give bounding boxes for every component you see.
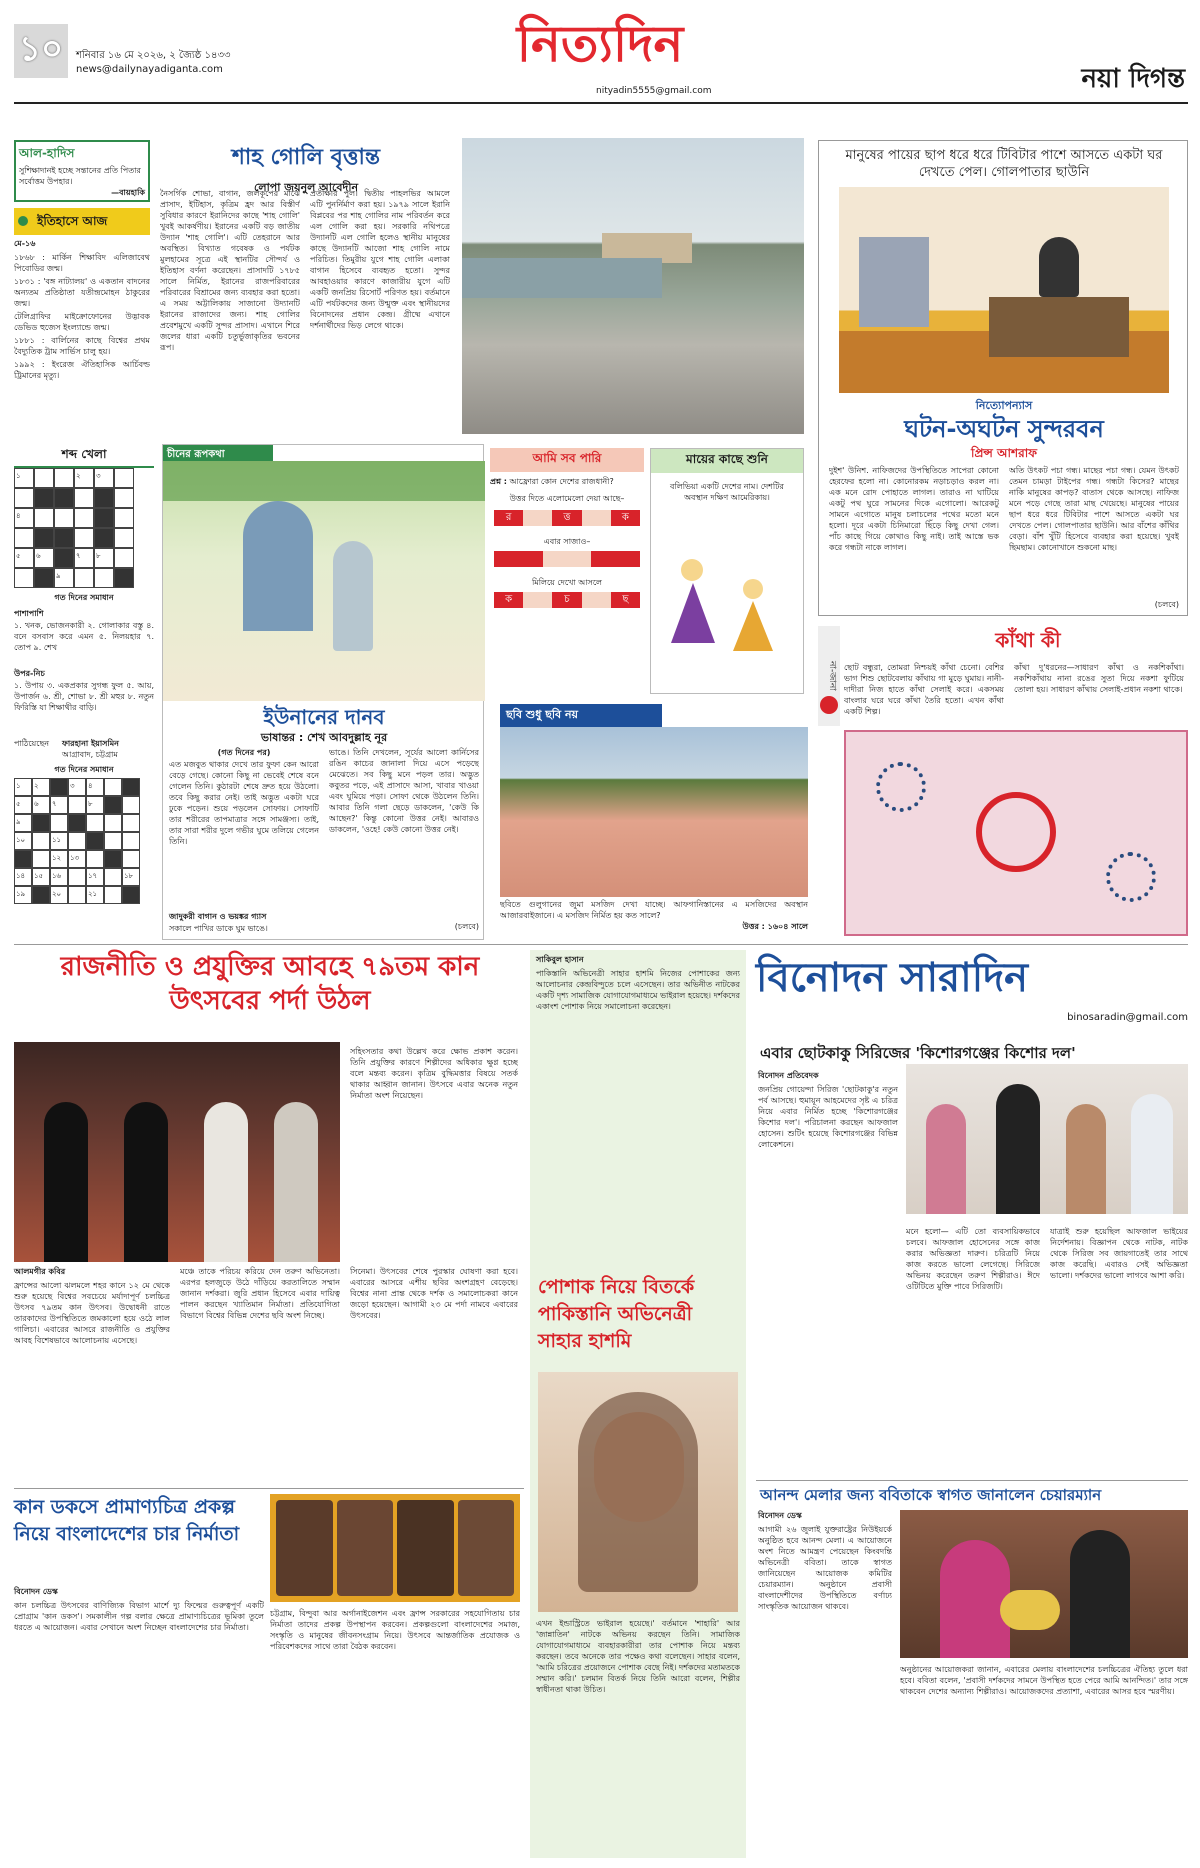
sol-cell (50, 814, 68, 832)
kid-dress (733, 601, 773, 651)
quiz-letter: ছ (611, 592, 640, 608)
crossword-title: শব্দ খেলা (14, 446, 154, 468)
crossword-grid (14, 468, 134, 588)
crossword-setter: ফারহানা ইয়াসমিন (62, 739, 119, 748)
photo-story-title: ছবি শুধু ছবি নয় (500, 704, 662, 727)
binodon-byline: বিনোদন প্রতিবেদক (758, 1071, 819, 1080)
cw-cell-black (34, 488, 54, 508)
novel-continued: (চলবে) (1154, 600, 1179, 609)
cw-cell-black (114, 568, 134, 588)
binodon-col3: যাত্রাই শুরু হয়েছিল আফজাল ভাইয়ের নির্দেশনায়। বিজ্ঞাপন থেকে নাটক, নাটক থেকে সিরিজ সব জায়গাতেই তার সাথে কাজ করেছি। এবারও সেই অভিজ্ঞতা ভালো। দর্শকদের ভালো লাগবে আশা করি। (1050, 1227, 1188, 1280)
cw-cell (74, 488, 94, 508)
kid-head (681, 559, 703, 581)
sol-cell-black (14, 850, 32, 868)
cw-cell (114, 548, 134, 568)
history-date: মে-১৬ (14, 239, 36, 248)
sol-cell: ২১ (86, 886, 104, 904)
illustration-desk (989, 297, 1129, 357)
cw-cell: ৯ (54, 568, 74, 588)
quiz-letter: ক (611, 510, 640, 526)
header-rule (14, 102, 1188, 104)
kid-head (743, 579, 763, 599)
shah-goli-author: লোপা জয়নুল আবেদীন (253, 181, 359, 194)
cw-cell: ২ (74, 468, 94, 488)
crossword-prev-label: গত দিনের সমাধান (54, 593, 114, 602)
quiz-row2 (494, 551, 640, 567)
quiz-blank (543, 551, 592, 567)
sol-cell (32, 832, 50, 850)
sol-cell: ১৯ (14, 886, 32, 904)
mother-title: মায়ের কাছে শুনি (651, 449, 803, 473)
photo-lake (462, 258, 662, 298)
sol-cell (122, 814, 140, 832)
cw-cell-black (54, 548, 74, 568)
header-email: news@dailynayadiganta.com (76, 64, 223, 75)
sol-cell: ১১ (50, 832, 68, 850)
sol-cell-black (86, 832, 104, 850)
photo-person (1131, 1094, 1173, 1214)
sol-cell (122, 796, 140, 814)
cw-cell-black (34, 568, 54, 588)
sol-cell: ২০ (50, 886, 68, 904)
sol-cell: ১৮ (122, 868, 140, 886)
hadith-source: —বায়হাকি (111, 188, 145, 197)
binodon-header (756, 948, 1188, 1034)
sol-cell: ১ (14, 778, 32, 796)
bobita-byline: বিনোদন ডেস্ক (758, 1511, 802, 1520)
crossword-across-label: পাশাপাশি (14, 609, 44, 618)
cannes-byline: আলমগীর কবির (14, 1267, 66, 1276)
history-item: টেলিগ্রাফির মাইক্রোফোনের উদ্ভাবক ডেভিড হুজেস ইংল্যান্ডে জন্ম। (14, 312, 150, 332)
portrait (276, 1500, 333, 1596)
quiz-letter: চ (552, 592, 581, 608)
shah-goli-title: শাহ গোলি বৃত্তান্ত (231, 145, 381, 170)
cw-cell (114, 508, 134, 528)
sol-cell: ১৭ (86, 868, 104, 886)
sol-cell: ১০ (14, 832, 32, 850)
sol-cell: ১৩ (68, 850, 86, 868)
sahar-intro: পাকিস্তানি অভিনেত্রী সাহার হাশমি নিজের পোশাকের জন্য আলোচনার কেন্দ্রবিন্দুতে চলে এসেছেন। তার অভিনীত নাটকের একটি দৃশ্য সামাজিক যোগাযোগমাধ্যমে ভাইরাল হয়েছে। দর্শকদের একাংশ পোশাক নিয়ে সমালোচনা করেছেন। (536, 969, 740, 1011)
crossword-solution-label: গত দিনের সমাধান (54, 765, 114, 774)
cw-cell: ৮ (94, 548, 114, 568)
quiz-arrange: এবার সাজাও– (543, 537, 591, 546)
kantha-title: কাঁথা কী (995, 628, 1061, 652)
kantha-image (844, 730, 1188, 936)
binodon-col1: জনপ্রিয় গোয়েন্দা সিরিজ 'ছোটকাকু'র নতুন পর্ব আসছে। হুমায়ূন আহমেদের সৃষ্ট এ চরিত্র নিয়ে এবার নির্মিত হচ্ছে 'কিশোরগঞ্জের কিশোর দল'। পরিচালনা করছেন আফজাল হোসেন। শুটিং হয়েছে কিশোরগঞ্জের বিভিন্ন লোকেশনে। (758, 1085, 898, 1149)
quiz-letter: র (494, 510, 523, 526)
cw-cell (14, 568, 34, 588)
fairy-col2: ভাঙে। তিনি দেখলেন, সূর্যের আলো কার্নিসের রঙিন কাচের জানালা দিয়ে এসে পড়েছে মেঝেতে। সব কিছু মনে পড়ল তার। অদ্ভুত কবুতর পড়ে, এই প্রাসাদে আসা, খাবার খাওয়া এবং ঘুমিয়ে পড়া। সোফা থেকে উঠলেন তিনি। আবার তিনি গলা ছেড়ে ডাকলেন, 'কেউ কি আছেন?' কিন্তু কোনো উত্তর নেই। আবারও ডাকলেন, 'ওহে! কেউ কোনো উত্তর নেই। (329, 748, 479, 834)
novel-col1: দুইশ' উনিশ. নাফিজদের উপস্থিতিতে সাপেরা কোনো হেরফের হলো না। কোনোরকম নড়াচড়াও করল না। এক মনে রোদ পোহাতে লাগল। তারাও না ঘাটিয়ে একটু পথ ঘুরে সামনের দিকে এগোলো। আরেকটু সামনে এগোতে মানুষ চলাচলের পথের মতো মনে হলো। দূরে একটা চিনিমারো ছিঁড়ে কিছু দেখা গেল। পাঁচ কাছে গিয়ে কোথাও কিছু নাই। তাই আস্তে ভক করে গন্ধটা নাকে লাগল। (829, 466, 999, 552)
fairy-subheading: জাদুকরী বাগান ও ভয়ঙ্কর গ্যাস (169, 912, 267, 921)
sol-cell (122, 850, 140, 868)
portrait (458, 1500, 515, 1596)
cw-cell: ৫ (14, 548, 34, 568)
binodon-email: binosaradin@gmail.com (1067, 1012, 1188, 1023)
sol-cell-black (122, 886, 140, 904)
quiz-letter: ক (494, 592, 523, 608)
sol-cell-black (32, 886, 50, 904)
crossword-down-label: উপর-নিচ (14, 669, 45, 678)
fairy-title: ইউনানের দানব (263, 705, 385, 729)
sahar-byline: সাকিবুল হাসান (536, 955, 584, 964)
answer-text: ১৬০৪ সালে (767, 922, 808, 931)
sol-cell: ৭ (50, 796, 68, 814)
shah-goli-photo (462, 138, 804, 434)
crossword-solution-grid (14, 778, 140, 904)
cannes-col1: ফ্রান্সের আলো ঝলমলে শহর কানে ১২ মে থেকে শুরু হয়েছে বিশ্বের সবচেয়ে মর্যাদাপূর্ণ চলচ্চিত্র উৎসব ৭৯তম কান উৎসব। উদ্বোধনী রাতে তারকাদের উপস্থিতিতে জমকালো হয়ে ওঠে লাল গালিচা। এবারের আসরে রাজনীতি ও প্রযুক্তির আবহ বিশেষভাবে আলোচনায় এসেছে। (14, 1281, 170, 1345)
shah-goli-col1: নৈসর্গিক শোভা, বাগান, জলকূপের মাঝে প্রাসাদ, ইটিহাস, কৃত্রিম হ্রদ আর বিস্তীর্ণ সুবিধার কারণে ইরানিদের কাছে 'শাহ গোলি' খুবই আকর্ষণীয়। ইরানের একটি বড় জাতীয় উদ্যান 'শাহ গোলি'। এটি তেহরানে আর অবস্থিত। বিখ্যাত গবেষক ও পর্যটক মুলহামের সূত্রে এই স্থানটির সৌন্দর্য ও ইতিহাস বর্ণনা করেছেন। প্রাসাদটি ১৭৮৫ সালে নির্মিত, ইরানের রাজপরিবারের পরিবারের বিশ্রামের জন্য ব্যবহার করা হতো। এ সময় অট্টালিকায় সাজানো উদ্যানটি ইরানের রাজাদের জন্য। শাহ গোলির প্রবেশমুখে একটি সুন্দর প্রাসাদ। এখানে শিরে জলের ধারা একটি চতুর্ভুজাকৃতির ভবনের রূপ। (160, 189, 300, 352)
sol-cell: ৫ (14, 796, 32, 814)
bobita-rule (756, 1480, 1188, 1481)
cw-cell-black (94, 488, 114, 508)
crossword-setter-label: পাঠিয়েছেন (14, 739, 50, 748)
kantha-motif (1106, 852, 1156, 902)
cannes-col3: সহিংসতার কথা উল্লেখ করে ক্ষোভ প্রকাশ করেন। তিনি প্রযুক্তির কারণে শিল্পীদের অধিকার ক্ষুণ্ণ হচ্ছে বলে মন্তব্য করেন। কৃত্রিম বুদ্ধিমত্তার বিষয়ে সতর্ক থাকার আহ্বান জানান। উৎসবে এবার অনেক নতুন নির্মাতা অংশ নিয়েছেন। (350, 1047, 518, 1100)
sol-cell-black (32, 814, 50, 832)
kantha-motif (876, 762, 926, 812)
page-number: ১০ (18, 28, 64, 69)
kantha-col2: কাঁথা দু'ধরনের—সাধারণ কাঁথা ও নকশিকাঁথা। নকশিকাঁথায় নানা রঙের সুতা দিয়ে নকশা ফুটিয়ে তোলা হয়। সাধারণ কাঁথায় সেলাই-প্রধান নকশা থাকে। (1014, 663, 1184, 694)
sol-cell (104, 832, 122, 850)
kantha-side-icon (820, 696, 838, 714)
cannes-photo (14, 1042, 340, 1262)
cw-cell-black (54, 488, 74, 508)
quiz-row1 (494, 510, 640, 526)
photo-person (1066, 1104, 1106, 1214)
answer-label: উত্তর : (742, 922, 765, 931)
quiz-blank (494, 551, 543, 567)
binodon-headline: এবার ছোটকাকু সিরিজের 'কিশোরগঞ্জের কিশোর দল' (760, 1044, 1076, 1062)
illustration-leaves (163, 461, 485, 501)
photo-story-box (500, 704, 808, 940)
sol-cell-black (104, 796, 122, 814)
history-item: ১৮৮১ : বার্লিনের কাছে বিশ্বের প্রথম বৈদ্যুতিক ট্রাম সার্ভিস চালু হয়। (14, 336, 150, 356)
quiz-hint: উত্তর দিতে এলোমেলো দেয়া আছে– (509, 494, 625, 503)
sol-cell (68, 796, 86, 814)
cw-cell-black (54, 528, 74, 548)
kan-docs-byline: বিনোদন ডেস্ক (14, 1587, 58, 1596)
sol-cell-black (50, 778, 68, 796)
mother-text: বলিভিয়া একটি দেশের নাম। দেশটির অবস্থান দক্ষিণ আমেরিকায়। (670, 482, 784, 502)
quiz-row3 (494, 592, 640, 608)
quiz-join: মিলিয়ে দেখো আসলে (531, 578, 603, 587)
cw-cell (114, 488, 134, 508)
cannes-col2: মঞ্চে তাকে পরিচয় করিয়ে দেন তরুণ অভিনেতা। এরপর হলজুড়ে উঠে দাঁড়িয়ে করতালিতে সম্মান জানান দর্শকরা। জুরি প্রধান হিসেবে এবার দায়িত্ব পালন করছেন খ্যাতিমান নির্মাতা। প্রতিযোগিতা বিভাগে বিশ্বের বিভিন্ন দেশের ছবি অংশ নিচ্ছে। (180, 1267, 340, 1320)
quiz-letter: ত্ত (552, 510, 581, 526)
sol-cell: ১৫ (32, 868, 50, 886)
sol-cell (86, 850, 104, 868)
sol-cell (122, 832, 140, 850)
quiz-q-text: আফ্রোরা কোন দেশের রাজধানী? (509, 477, 614, 486)
sol-cell: ১৪ (14, 868, 32, 886)
cw-cell (114, 468, 134, 488)
photo-flowers (1000, 1590, 1060, 1630)
section-divider (14, 944, 1188, 945)
page-header (0, 0, 1200, 108)
kantha-motif (976, 792, 1056, 872)
section-email: nityadin5555@gmail.com (596, 86, 712, 96)
sol-cell-black (68, 814, 86, 832)
crossword-setter-place: আগ্রাবাদ, চট্টগ্রাম (62, 750, 118, 759)
fairy-col1b: সকালে পাখির ডাকে ঘুম ভাঙে। (169, 924, 268, 933)
kan-docs-photo (270, 1494, 520, 1602)
shah-goli-col2: প্রতীক্ষার পুল। দ্বিতীয় পাহলভির আমলে এটি পুনর্নির্মাণ করা হয়। ১৯৭৯ সালে ইরানি বিপ্লবের পর শাহ গোলির নাম পরিবর্তন করে এল গোলি করা হয়। সরকারি নথিপত্রে উদ্যানটি এল গোলি হলেও স্থানীয় মানুষের কাছে উদ্যানটি আজো শাহ গোলি নামে পরিচিত। তিমুরীয় যুগে শাহ গোলি এলাকা বাগান হিসেবে ব্যবহৃত হতো। সুন্দর আবহাওয়ার কারণে কাজারীয় যুগে এটি একটি জনপ্রিয় রিসোর্ট পরিণত হয়। বর্তমানে এটি পর্যটকদের জন্য উন্মুক্ত এবং স্থানীয়দের বিনোদনের প্রধান কেন্দ্র। গ্রীষ্মে এখানে দর্শনার্থীদের ভিড় লেগে থাকে। (310, 189, 450, 330)
cw-cell (114, 528, 134, 548)
kan-docs-col1: কান চলচ্চিত্র উৎসবের বাণিজ্যিক বিভাগ মার্শে দ্যু ফিল্মের গুরুত্বপূর্ণ একটি প্রোগ্রাম 'কান ডকস'। সমকালীন গল্প বলার ক্ষেত্রে প্রামাণ্যচিত্রের ভূমিকা তুলে ধরতে এ আয়োজন। এবার সেখানে অংশ নিচ্ছেন বাংলাদেশের চার নির্মাতা। (14, 1601, 264, 1632)
bobita-col2: অনুষ্ঠানের আয়োজকরা জানান, এবারের মেলায় বাংলাদেশের চলচ্চিত্রের ঐতিহ্য তুলে ধরা হবে। ববিতা বলেন, 'প্রবাসী দর্শকদের সামনে উপস্থিত হতে পেরে আমি আনন্দিত।' তার সঙ্গে থাকবেন দেশের অন্যান্য শিল্পীরাও। আয়োজকদের প্রত্যাশা, এবারের আসর হবে স্মরণীয়। (900, 1665, 1188, 1696)
photo-person (44, 1102, 88, 1262)
photo-person (940, 1540, 1010, 1658)
quiz-letter-gap (582, 592, 611, 608)
quiz-q-label: প্রশ্ন : (490, 477, 507, 486)
cw-cell (34, 468, 54, 488)
kan-docs-title: কান ডকসে প্রামাণ্যচিত্র প্রকল্প নিয়ে বাংলাদেশের চার নির্মাতা (14, 1496, 240, 1545)
novel-author: প্রিন্স আশরাফ (971, 446, 1037, 460)
cw-cell-black (94, 508, 114, 528)
novel-illustration (839, 187, 1169, 393)
cw-cell (74, 528, 94, 548)
sol-cell (32, 850, 50, 868)
hadith-title: আল-হাদিস (19, 146, 75, 160)
quiz-letter-gap (582, 510, 611, 526)
cw-cell: ৬ (34, 548, 54, 568)
kan-docs-col2: চট্টগ্রাম, বিন্দুবা আর অর্গানাইজেশন এবং ফ্রান্স সরকারের সহযোগিতায় চার নির্মাতা তাদের প্রকল্প উপস্থাপন করবেন। প্রকল্পগুলো বাংলাদেশের সমাজ, সংস্কৃতি ও মানুষের জীবনসংগ্রাম নিয়ে। উৎসবে আন্তর্জাতিক প্রযোজক ও পরিবেশকদের সাথে তারা বৈঠক করবেন। (270, 1609, 520, 1651)
cw-cell (54, 468, 74, 488)
kantha-box (818, 626, 1188, 940)
sol-cell-black (104, 850, 122, 868)
photo-person (1070, 1530, 1130, 1658)
quiz-letter-gap (523, 510, 552, 526)
sol-cell (68, 832, 86, 850)
sol-cell: ৮ (86, 796, 104, 814)
binodon-photo (906, 1064, 1188, 1214)
cw-cell-black (94, 528, 114, 548)
sol-cell (104, 814, 122, 832)
illustration-cabinet (859, 237, 929, 327)
photo-story-caption: ছবিতে গুলুগানের জুমা মসজিদ দেখা যাচ্ছে। আফগানিস্তানের এ মসজিদের অবস্থান আজারবাইজানে। এ মসজিদ নির্মিত হয় কত সালে? (500, 900, 808, 920)
photo-person (274, 1102, 318, 1262)
sol-cell (104, 886, 122, 904)
shah-goli-article (160, 140, 452, 430)
cw-cell (74, 568, 94, 588)
quiz-question (490, 476, 644, 487)
sol-cell (68, 886, 86, 904)
bobita-col1: আগামী ২৬ জুলাই যুক্তরাষ্ট্রের নিউইয়র্কে অনুষ্ঠিত হবে আনন্দ মেলা। এ আয়োজনে অংশ নিতে আমন্ত্রণ পেয়েছেন কিংবদন্তি অভিনেত্রী ববিতা। তাকে স্বাগত জানিয়েছেন আয়োজক কমিটির চেয়ারম্যান। অনুষ্ঠানে প্রবাসী বাংলাদেশীদের উপস্থিতিতে বর্ণাঢ্য সাংস্কৃতিক আয়োজন থাকবে। (758, 1525, 892, 1611)
hadith-text: সুশিক্ষাদানই হচ্ছে সন্তানের প্রতি পিতার সর্বোত্তম উপহার। (19, 166, 141, 186)
photo-person (124, 1102, 168, 1262)
kantha-col1: ছোট বন্ধুরা, তোমরা নিশ্চয়ই কাঁথা চেনো। বেশির ভাগ শিশু ছোটবেলায় কাঁথায় গা মুড়ে ঘুমায়। নানী-দাদীরা নিজ হাতে কাঁথা সেলাই করে। একসময় বাংলার ঘরে ঘরে কাঁথা তৈরি হতো। এখন কাঁথা একটি শিল্প। (844, 663, 1004, 716)
kids-drawing (671, 559, 785, 679)
cw-cell: ৪ (14, 508, 34, 528)
cw-cell (14, 488, 34, 508)
hadith-box (14, 140, 150, 202)
mother-box (650, 448, 804, 694)
portrait-hair (578, 1392, 698, 1592)
bobita-title: আনন্দ মেলার জন্য ববিতাকে স্বাগত জানালেন চেয়ারম্যান (760, 1486, 1102, 1504)
cw-cell (34, 508, 54, 528)
photo-person (996, 1084, 1040, 1214)
cw-cell: ৭ (74, 548, 94, 568)
cw-cell (14, 528, 34, 548)
cw-cell-black (34, 528, 54, 548)
cannes-title: রাজনীতি ও প্রযুক্তির আবহে ৭৯তম কান উৎসবের পর্দা উঠল (60, 952, 480, 1016)
portrait (397, 1500, 454, 1596)
novel-heading: মানুষের পায়ের ছাপ ধরে ধরে টিবিটার পাশে আসতে একটা ঘর দেখতে পেল। গোলপাতার ছাউনি (845, 148, 1163, 180)
history-box (14, 208, 150, 428)
sol-cell: ৯ (14, 814, 32, 832)
fairy-translator: ভাষান্তর : শেখ আবদুল্লাহ নূর (260, 731, 388, 744)
fairy-label: চীনের রূপকথা (163, 445, 273, 466)
quiz-box (490, 448, 644, 694)
cw-cell (74, 508, 94, 528)
binodon-col2: মনে হলো— এটি তো ব্যবসায়িকভাবে চলবে। আফজাল হোসেনের সঙ্গে কাজ করার অভিজ্ঞতা দারুণ। চরিত্রটি নিয়ে কাজ করতে ভালো লেগেছে। সিরিজে অভিনয় করেছেন তরুণ শিল্পীরাও। ঈদে ওটিটিতে মুক্তি পাবে সিরিজটি। (906, 1227, 1040, 1291)
novel-col2: অতি উৎকট পচা গন্ধ। মাছের পচা গন্ধ। যেমন উৎকট তেমন চামড়া টাইপের গন্ধ। গন্ধটা কিসের? মাছের নাকি মানুষের কাপড়? বাতাস থেকে আসছে। নাফিজ মনে পড়ে গেছে তারা মাছ খেয়েছে। মানুষের পায়ের ছাপ ধরে ধরে টিবিটার পাশে আসতে একটা ঘর দেখতে পেল। গোলপাতার ছাউনি। আর বাঁশের কাঁথির বেড়া। বাঁশ খুঁটি হিসেবে ব্যবহার করা হয়েছে। খুবই ছিমছাম। কোনোখানে শুকনো মাছ। (1009, 466, 1179, 552)
kan-docs-rule (14, 1488, 524, 1489)
crossword-down: ১. উপায় ৩. একপ্রকার সুগন্ধ ফুল ৫. আয়, উপার্জন ৬. শ্রী, শোভা ৮. শ্রী মহুর ৮. নতুন ফিরিস্তি যা শিক্ষাথীর বাড়ি। (14, 681, 154, 712)
illustration-girl (333, 541, 373, 651)
sol-cell: ১৬ (50, 868, 68, 886)
history-title-bar (14, 208, 150, 235)
history-title: ইতিহাসে আজ (37, 214, 108, 228)
photo-story-image (500, 727, 808, 897)
page-number-box (14, 24, 68, 78)
bobita-photo (900, 1510, 1188, 1658)
novel-box (818, 140, 1188, 616)
section-title: নিত্যদিন (516, 15, 684, 73)
newspaper-brand: নয়া দিগন্ত (1081, 64, 1185, 94)
quiz-title: আমি সব পারি (490, 448, 644, 472)
crossword-box (14, 446, 154, 956)
photo-story-answer (500, 921, 808, 932)
photo-person (204, 1102, 248, 1262)
sahar-body: এখন ইন্ডাস্ট্রিতে ভাইরাল হয়েছে।' বর্তমানে 'শাহারি' আর 'জান্নাতিন' নাটকে অভিনয় করছেন তিনি। সামাজিক যোগাযোগমাধ্যমে ব্যবহারকারীরা তার পোশাক নিয়ে মন্তব্য করছেন। তবে অনেকে তার পক্ষেও কথা বলেছেন। সাহার বলেন, 'আমি চরিত্রের প্রয়োজনে পোশাক বেছে নিই। দর্শকদের মতামতকে সম্মান করি।' চলমান বিতর্ক নিয়ে তিনি আরো বলেন, শিল্পীর স্বাধীনতা থাকা উচিত। (536, 1619, 740, 1694)
fairy-continued: (চলবে) (454, 922, 479, 931)
cw-cell: ১ (14, 468, 34, 488)
history-item: ১৮৩১ : 'বঙ্গ নাট্যালয়' ও একতান বাদনের অন্যতম প্রতিষ্ঠাতা যতীন্দ্রমোহন ঠাকুরের জন্ম। (14, 277, 150, 308)
novel-title: ঘটন-অঘটন সুন্দরবন (904, 415, 1104, 443)
kid-dress (671, 583, 715, 643)
sol-cell: ২ (32, 778, 50, 796)
sol-cell: ৬ (32, 796, 50, 814)
novel-label: নিত্যোপন্যাস (975, 399, 1033, 412)
sol-cell: ৩ (68, 778, 86, 796)
fairy-prev: (গত দিনের পর) (217, 748, 271, 757)
kantha-side-label: না-জানা (818, 626, 840, 726)
cannes-col4: সিনেমা। উৎসবের শেষে পুরস্কার ঘোষণা করা হবে। এবারের আসরে এশীয় ছবির অংশগ্রহণ বেড়েছে। বিশ্বের নানা প্রান্ত থেকে দর্শক ও সমালোচকরা কানে জড়ো হয়েছেন। আগামী ২৩ মে পর্দা নামবে এবারের উৎসবের। (350, 1267, 518, 1320)
fairy-tale-box (162, 444, 484, 940)
photo-person (926, 1104, 966, 1214)
portrait (337, 1500, 394, 1596)
fairy-illustration (163, 461, 485, 701)
sahar-photo (538, 1372, 738, 1612)
illustration-window (243, 501, 313, 631)
history-item: ১৮৬৮ : মার্কিন শিক্ষাবিদ এলিজাবেথ পিবোডির জন্ম। (14, 253, 150, 273)
binodon-title: বিনোদন সারাদিন (756, 955, 1029, 1001)
quiz-letter-gap (523, 592, 552, 608)
sahar-box (530, 950, 746, 1858)
quiz-blank (591, 551, 640, 567)
sol-cell (86, 814, 104, 832)
cw-cell: ৩ (94, 468, 114, 488)
history-item: ১৯৯২ : ইংরেজ ঐতিহাসিক আর্চিবল্ড ট্রিমানের মৃত্যু। (14, 360, 150, 380)
sol-cell-black (122, 778, 140, 796)
cw-cell (54, 508, 74, 528)
sahar-title: পোশাক নিয়ে বিতর্কে পাকিস্তানি অভিনেত্রী সাহার হাশমি (538, 1276, 695, 1352)
crossword-across: ১. খনক, ভোজনকারী ২. গোলাকার বস্তু ৪. বনে বসবাস করে এমন ৫. নিলয়হার ৭. তোপ ৯. শেখ (14, 621, 154, 652)
sol-cell: ৪ (86, 778, 104, 796)
issue-date: শনিবার ১৬ মে ২০২৬, ২ জ্যৈষ্ঠ ১৪৩৩ (76, 50, 231, 61)
history-icon (18, 216, 28, 226)
sol-cell (104, 778, 122, 796)
sol-cell (104, 868, 122, 886)
sol-cell: ১২ (50, 850, 68, 868)
illustration-person (1039, 237, 1079, 297)
sol-cell (68, 868, 86, 886)
fairy-col1: এত মজবুত থাকার দেখে তার ফুফা কেন আরো বেড়ে গেছে। কোনো কিছু না ভেবেই শেষে বনে গেলেন তিনি। কুঠারটা শেষে দ্রুত হয়ে উঠলো। তবে কিছু করার নেই। তাই অদ্ভুত একটা ঘরে ঢুকে পড়েন। শুয়ে পড়লেন সোফায়। সোফাটি তার শরীরের তাপমাত্রার সঙ্গে সামঞ্জস্য। তাই, তার সারা শরীর দুলে গভীর ঘুমে তলিয়ে গেলেন তিনি। (169, 760, 319, 846)
cw-cell (94, 568, 114, 588)
